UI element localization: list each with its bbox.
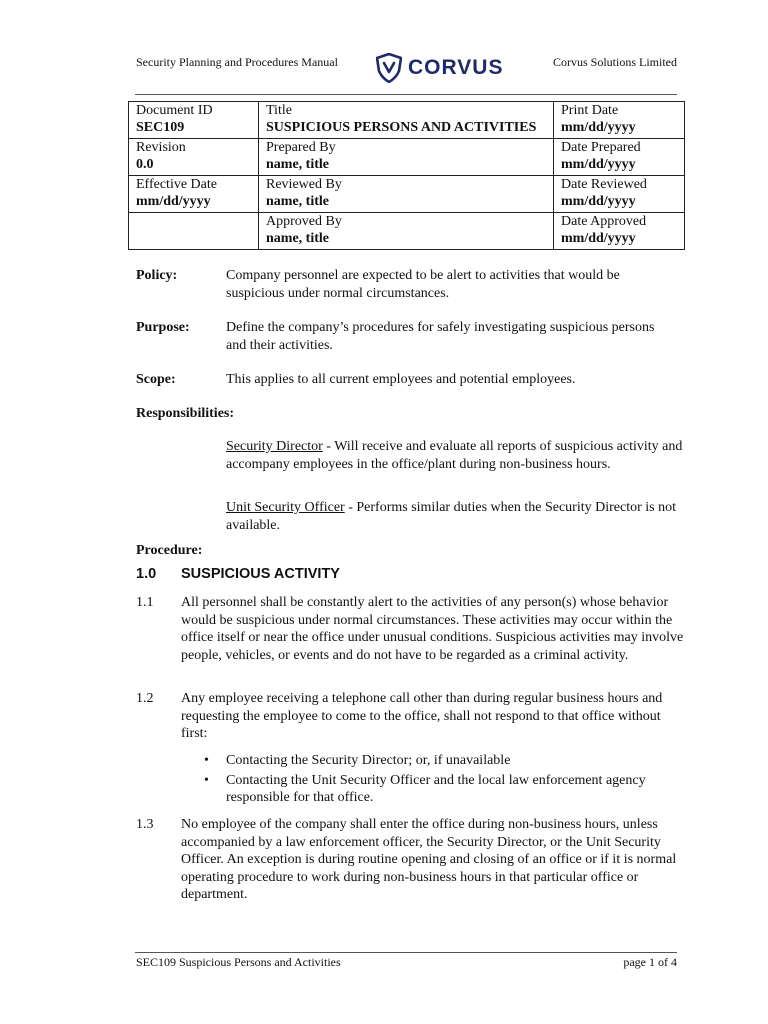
table-cell xyxy=(129,102,259,139)
cell-value: mm/dd/yyyy xyxy=(561,194,636,209)
document-info-table xyxy=(128,101,685,250)
responsibilities-label: Responsibilities: xyxy=(136,406,235,421)
header-divider xyxy=(135,94,677,95)
table-cell xyxy=(554,176,685,213)
cell-value: mm/dd/yyyy xyxy=(561,231,636,246)
paragraph-text: All personnel shall be constantly alert to the activities of any person(s) whose behavior would be suspicious under normal circumstances. These activities may occur within the office itself or near the office under unusual conditions. Suspicious activities may involve people, vehicles, or events and do not have to be regarded as a criminal activity. xyxy=(181,595,684,663)
table-cell-empty xyxy=(129,213,259,250)
purpose-text: Define the company’s procedures for safely investigating suspicious persons and their activities. xyxy=(226,320,655,353)
cell-label: Prepared By xyxy=(266,140,336,155)
procedure-label: Procedure: xyxy=(136,543,203,558)
table-row xyxy=(129,139,685,176)
table-row xyxy=(129,213,685,250)
cell-value: 0.0 xyxy=(136,157,154,172)
header-company-name: Corvus Solutions Limited xyxy=(552,55,677,69)
role-name: Security Director xyxy=(226,439,323,454)
footer-divider xyxy=(135,952,677,953)
table-cell xyxy=(259,213,554,250)
list-item xyxy=(204,772,686,807)
list-item xyxy=(204,752,686,770)
cell-label: Date Approved xyxy=(561,214,647,229)
cell-label: Title xyxy=(266,103,292,118)
paragraph-text: No employee of the company shall enter the office during non-business hours, unless accompanied by a law enforcement officer, the Security Director, or the Unit Security Officer. An exception is during routine opening and closing of an office or if it is normal operating procedure to work during non-business hours in that particular office or department. xyxy=(181,817,677,902)
cell-label: Reviewed By xyxy=(266,177,342,192)
section-number: 1.0 xyxy=(136,566,157,582)
bullet-list xyxy=(204,752,686,809)
policy-label: Policy: xyxy=(136,268,178,283)
shield-logo-icon xyxy=(376,53,402,83)
bullet-icon: • xyxy=(204,753,209,768)
table-row xyxy=(129,176,685,213)
cell-label: Effective Date xyxy=(136,177,217,192)
table-cell xyxy=(554,102,685,139)
cell-value: name, title xyxy=(266,157,329,172)
bullet-icon: • xyxy=(204,772,209,788)
table-cell xyxy=(554,213,685,250)
purpose-label: Purpose: xyxy=(136,320,190,335)
page-number: page 1 of 4 xyxy=(623,955,677,969)
cell-label: Date Prepared xyxy=(561,140,641,155)
footer-document-title: SEC109 Suspicious Persons and Activities xyxy=(136,955,341,969)
table-cell xyxy=(554,139,685,176)
scope-text: This applies to all current employees and potential employees. xyxy=(226,372,576,387)
table-cell xyxy=(259,102,554,139)
table-row xyxy=(129,102,685,139)
role-description: - Performs similar duties when the Security Director is not available. xyxy=(226,500,676,533)
paragraph-number: 1.1 xyxy=(136,595,154,610)
cell-value: mm/dd/yyyy xyxy=(561,157,636,172)
policy-text: Company personnel are expected to be alert to activities that would be suspicious under normal circumstances. xyxy=(226,268,620,301)
role-description: - Will receive and evaluate all reports of suspicious activity and accompany employees in the office/plant during non-business hours. xyxy=(226,439,683,472)
cell-value: name, title xyxy=(266,231,329,246)
cell-value: mm/dd/yyyy xyxy=(136,194,211,209)
paragraph-text: Any employee receiving a telephone call other than during regular business hours and requesting the employee to come to the office, shall not respond to that office without first: xyxy=(181,691,663,741)
table-cell xyxy=(129,176,259,213)
responsibility-item xyxy=(226,499,686,534)
cell-value: SEC109 xyxy=(136,120,185,135)
section-title: SUSPICIOUS ACTIVITY xyxy=(181,566,340,582)
corvus-logo xyxy=(376,53,503,83)
section-heading xyxy=(136,566,340,582)
header-manual-title: Security Planning and Procedures Manual xyxy=(136,55,338,69)
cell-label: Date Reviewed xyxy=(561,177,647,192)
scope-label: Scope: xyxy=(136,372,176,387)
responsibility-item xyxy=(226,438,686,473)
cell-label: Document ID xyxy=(136,103,213,118)
table-cell xyxy=(259,139,554,176)
role-name: Unit Security Officer xyxy=(226,500,345,515)
list-item-text: Contacting the Unit Security Officer and the local law enforcement agency responsible for that office. xyxy=(226,772,646,805)
cell-label: Revision xyxy=(136,140,186,155)
table-cell xyxy=(129,139,259,176)
table-cell xyxy=(259,176,554,213)
paragraph-number: 1.3 xyxy=(136,817,154,832)
cell-value: mm/dd/yyyy xyxy=(561,120,636,135)
list-item-text: Contacting the Security Director; or, if unavailable xyxy=(226,753,511,768)
paragraph-number: 1.2 xyxy=(136,691,154,706)
cell-label: Print Date xyxy=(561,103,619,118)
cell-label: Approved By xyxy=(266,214,342,229)
cell-value: name, title xyxy=(266,194,329,209)
logo-text: CORVUS xyxy=(408,56,504,79)
cell-value: SUSPICIOUS PERSONS AND ACTIVITIES xyxy=(266,120,537,135)
